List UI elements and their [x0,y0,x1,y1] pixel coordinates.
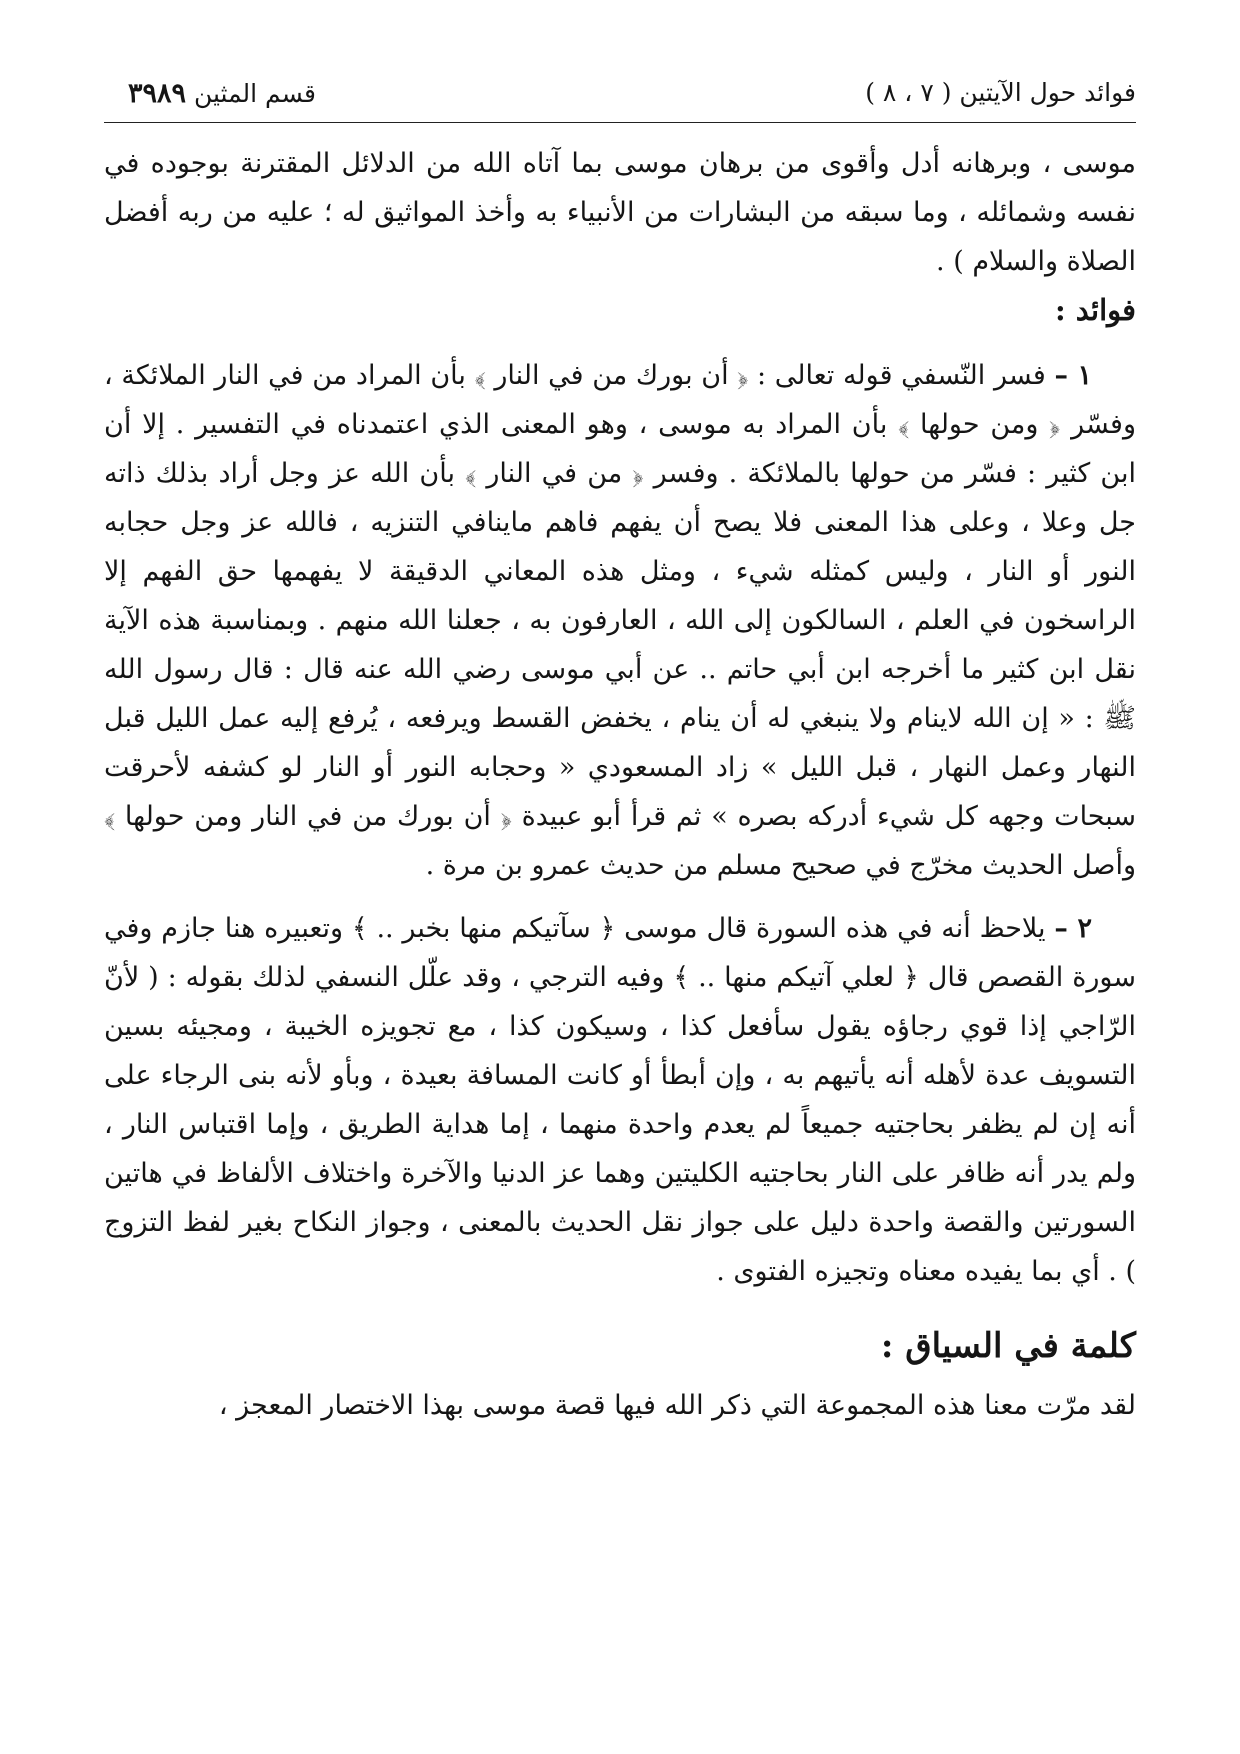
context-heading: كلمة في السياق : [880,1326,1136,1366]
benefit-1-paragraph [104,351,1136,890]
running-header [104,66,1136,123]
fawaid-heading: فوائد : [1055,293,1136,327]
benefit-2-number: ٢ – [1054,913,1092,944]
page-number: ٣٩٨٩ [128,78,187,109]
benefit-2-text: يلاحظ أنه في هذه السورة قال موسى ﴿ سآتيكم منها بخبر .. ﴾ وتعبيره هنا جازم وفي سورة القصص قال ﴿ لعلي آتيكم منها .. ﴾ وفيه الترجي ، وقد علّل النسفي لذلك بقوله : ( لأنّ الرّاجي إذا قوي رجاؤه يقول سأفعل كذا ، وسيكون كذا ، مع تجويزه الخيبة ، ومجيئه بسين التسويف عدة لأهله أنه يأتيهم به ، وإن أبطأ أو كانت المسافة بعيدة ، وبأو لأنه بنى الرجاء على أنه إن لم يظفر بحاجتيه جميعاً لم يعدم واحدة منهما ، إما هداية الطريق ، وإما اقتباس النار ، ولم يدر أنه ظافر على النار بحاجتيه الكليتين وهما عز الدنيا والآخرة واختلاف الألفاظ في هاتين السورتين والقصة واحدة دليل على جواز نقل الحديث بالمعنى ، وجواز النكاح بغير لفظ التزوج ) . أي بما يفيده معناه وتجيزه الفتوى . [104,913,1136,1287]
page-body [104,139,1136,1430]
header-left [110,78,316,109]
book-page [104,66,1136,1706]
benefit-1-text: فسر النّسفي قوله تعالى : ﴿ أن بورك من في النار ﴾ بأن المراد من في النار الملائكة ، وفسّر ﴿ ومن حولها ﴾ بأن المراد به موسى ، وهو المعنى الذي اعتمدناه في التفسير . إلا أن ابن كثير : فسّر من حولها بالملائكة . وفسر ﴿ من في النار ﴾ بأن الله عز وجل أراد بذلك ذاته جل وعلا ، وعلى هذا المعنى فلا يصح أن يفهم فاهم ماينافي التنزيه ، فالله عز وجل حجابه النور أو النار ، وليس كمثله شيء ، ومثل هذه المعاني الدقيقة لا يفهمها حق الفهم إلا الراسخون في العلم ، السالكون إلى الله ، العارفون به ، جعلنا الله منهم . وبمناسبة هذه الآية نقل ابن كثير ما أخرجه ابن أبي حاتم .. عن أبي موسى رضي الله عنه قال : قال رسول الله ﷺ : « إن الله لاينام ولا ينبغي له أن ينام ، يخفض القسط ويرفعه ، يُرفع إليه عمل الليل قبل النهار وعمل النهار ، قبل الليل » زاد المسعودي « وحجابه النور أو النار لو كشفه لأحرقت سبحات وجهه كل شيء أدركه بصره » ثم قرأ أبو عبيدة ﴿ أن بورك من في النار ومن حولها ﴾ وأصل الحديث مخرّج في صحيح مسلم من حديث عمرو بن مرة . [104,360,1136,881]
header-section: قسم المثين [193,79,316,108]
header-topic: فوائد حول الآيتين ( ٧ ، ٨ ) [865,78,1136,107]
intro-paragraph: موسى ، وبرهانه أدل وأقوى من برهان موسى بما آتاه الله من الدلائل المقترنة بوجوده في نفسه وشمائله ، وما سبقه من البشارات من الأنبياء به وأخذ المواثيق له ؛ عليه من ربه أفضل الصلاة والسلام ) . [104,148,1136,277]
benefit-1-number: ١ – [1054,360,1093,391]
context-paragraph: لقد مرّت معنا هذه المجموعة التي ذكر الله فيها قصة موسى بهذا الاختصار المعجز ، [218,1390,1136,1421]
benefit-2-paragraph [104,904,1136,1296]
